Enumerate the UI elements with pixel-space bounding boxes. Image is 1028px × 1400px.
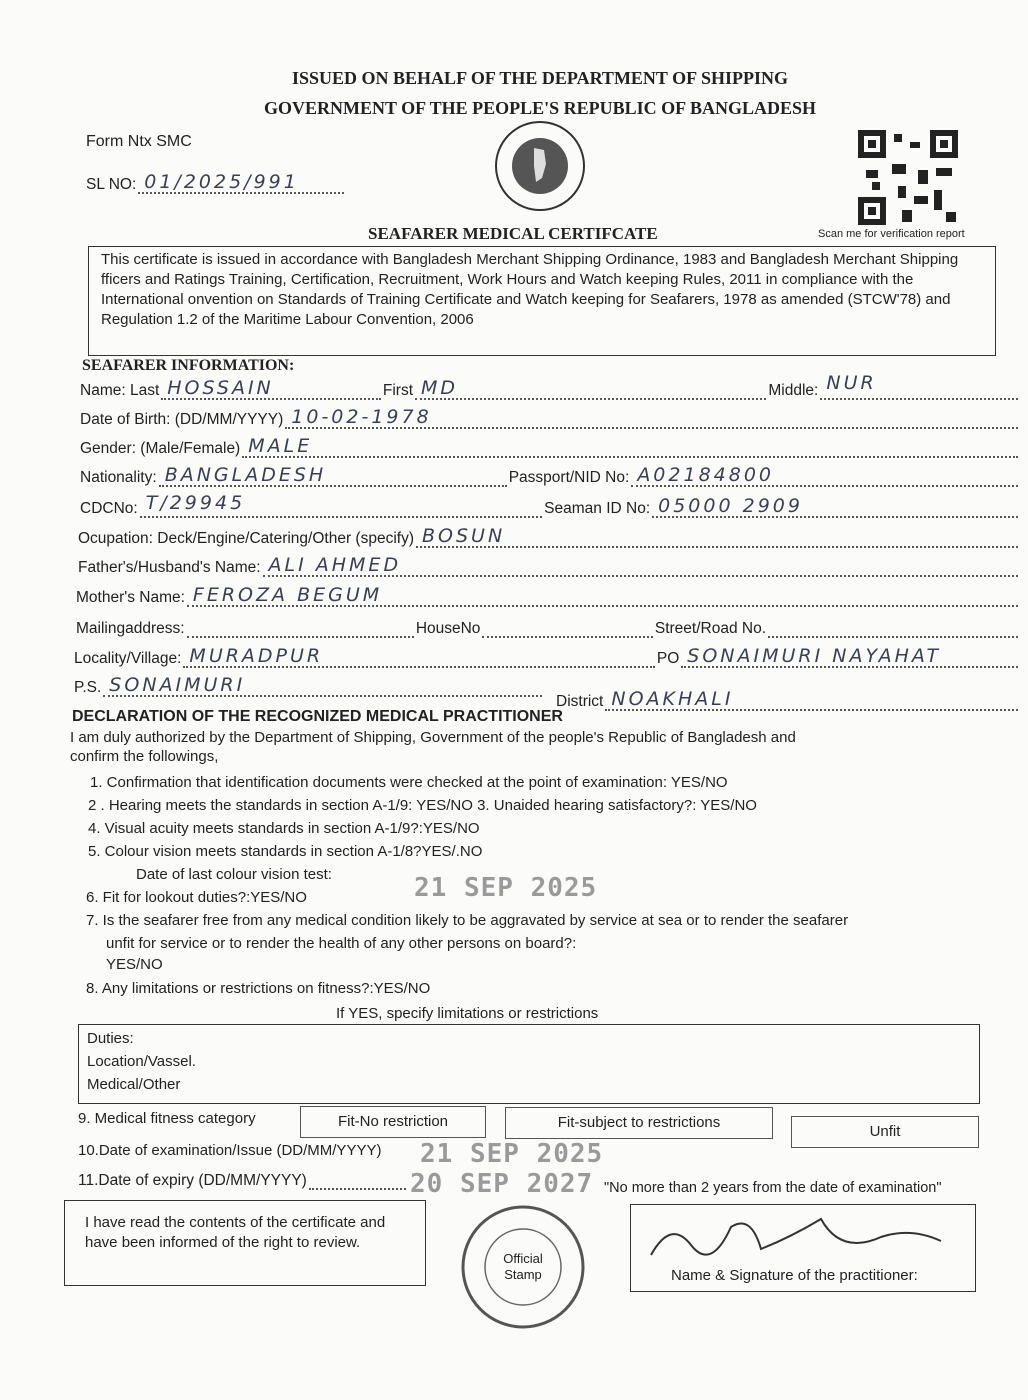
locality-label: Locality/Village: <box>74 650 182 667</box>
limitations-heading: If YES, specify limitations or restrictions <box>336 1005 599 1022</box>
declaration-item: 5. Colour vision meets standards in section A-1/8?YES/.NO <box>88 843 483 860</box>
sl-label: SL NO: <box>86 176 137 193</box>
declaration-item: 6. Fit for lookout duties?:YES/NO <box>86 889 307 906</box>
expiry-note: "No more than 2 years from the date of examination" <box>604 1180 942 1196</box>
form-code: Form Ntx SMC <box>86 133 192 150</box>
passport-label: Passport/NID No: <box>508 469 630 486</box>
middle-name-label: Middle: <box>768 382 819 399</box>
ps-label: P.S. <box>74 679 102 696</box>
house-no-field <box>482 618 652 638</box>
mother-name-field <box>187 584 1018 607</box>
nationality-label: Nationality: <box>80 469 157 486</box>
occupation-value: BOSUN <box>422 525 506 547</box>
father-name-field <box>263 554 1018 577</box>
intro-box <box>88 246 996 356</box>
government-seal-icon <box>490 118 590 214</box>
declaration-item: 7. Is the seafarer free from any medical condition likely to be aggravated by service at sea or to render the seafarer <box>86 912 849 929</box>
po-label: PO <box>656 650 680 667</box>
acknowledgement-text: I have read the contents of the certificate and have been informed of the right to review. <box>85 1214 386 1251</box>
first-name-value: MD <box>421 377 459 399</box>
first-name-label: First <box>382 382 414 399</box>
gender-field <box>242 435 1018 458</box>
street-label: Street/Road No. <box>654 620 767 637</box>
category-unfit: Unfit <box>791 1116 979 1148</box>
seaman-id-field <box>652 495 1018 518</box>
occupation-field <box>416 525 1018 548</box>
passport-value: A02184800 <box>637 464 775 486</box>
cdc-field <box>140 492 542 518</box>
certificate-title: SEAFARER MEDICAL CERTIFCATE <box>368 224 658 243</box>
locality-value: MURADPUR <box>189 645 324 667</box>
expiry-date-stamp: 20 SEP 2027 <box>410 1169 594 1199</box>
declaration-intro-2: confirm the followings, <box>70 748 219 765</box>
expiry-field <box>309 1170 406 1190</box>
last-name-field <box>161 377 381 400</box>
cdc-value: T/29945 <box>145 492 246 514</box>
middle-name-value: NUR <box>826 372 877 394</box>
limitations-box <box>78 1024 980 1104</box>
declaration-item: 8. Any limitations or restrictions on fitness?:YES/NO <box>86 980 431 997</box>
limit-location: Location/Vassel. <box>87 1053 196 1070</box>
qr-code-icon <box>858 130 958 225</box>
header-line2: GOVERNMENT OF THE PEOPLE'S REPUBLIC OF BANGLADESH <box>263 98 817 118</box>
sl-value: 01/2025/991 <box>144 171 299 193</box>
district-label: District <box>556 693 604 710</box>
passport-field <box>631 464 1018 487</box>
district-value: NOAKHALI <box>611 688 734 710</box>
acknowledgement-box <box>64 1200 426 1286</box>
father-name-label: Father's/Husband's Name: <box>78 559 261 576</box>
nationality-field <box>159 464 507 487</box>
ps-field <box>103 674 542 697</box>
exam-date-label: 10.Date of examination/Issue (DD/MM/YYYY) <box>78 1142 382 1159</box>
mother-name-label: Mother's Name: <box>76 589 185 606</box>
po-field <box>681 645 1018 668</box>
declaration-heading: DECLARATION OF THE RECOGNIZED MEDICAL PRACTITIONER <box>72 708 563 725</box>
fitness-category-label: 9. Medical fitness category <box>78 1110 256 1127</box>
expiry-label: 11.Date of expiry (DD/MM/YYYY) <box>78 1172 307 1189</box>
declaration-item: YES/NO <box>106 956 163 973</box>
dob-label: Date of Birth: (DD/MM/YYYY) <box>80 411 284 428</box>
practitioner-box <box>630 1204 976 1292</box>
street-field <box>768 618 1018 638</box>
dob-field <box>285 406 1018 429</box>
po-value: SONAIMURI NAYAHAT <box>687 645 942 667</box>
dob-value: 10-02-1978 <box>291 406 432 428</box>
mailing-address-label: Mailingaddress: <box>76 620 185 637</box>
seaman-id-label: Seaman ID No: <box>544 500 651 517</box>
first-name-field <box>415 377 766 400</box>
last-name-label: Name: Last <box>80 382 160 399</box>
ps-value: SONAIMURI <box>109 674 246 696</box>
occupation-label: Ocupation: Deck/Engine/Catering/Other (specify) <box>78 530 414 547</box>
house-no-label: HouseNo <box>415 620 481 637</box>
declaration-item: 1. Confirmation that identification documents were checked at the point of examination: YES/NO <box>90 774 728 791</box>
seaman-id-value: 05000 2909 <box>658 495 803 517</box>
header-line1: ISSUED ON BEHALF OF THE DEPARTMENT OF SHIPPING <box>292 68 788 88</box>
middle-name-field <box>820 372 1018 400</box>
vision-test-date-stamp: 21 SEP 2025 <box>414 873 598 903</box>
gender-value: MALE <box>248 435 313 457</box>
category-fit-subject-restrictions: Fit-subject to restrictions <box>505 1107 773 1139</box>
nationality-value: BANGLADESH <box>164 464 327 486</box>
mailing-address-field <box>187 618 414 638</box>
qr-caption: Scan me for verification report <box>818 228 965 240</box>
declaration-item: unfit for service or to render the health of any other persons on board?: <box>106 935 577 952</box>
locality-field <box>183 645 654 668</box>
exam-date-stamp: 21 SEP 2025 <box>420 1139 604 1169</box>
practitioner-label: Name & Signature of the practitioner: <box>671 1267 918 1284</box>
declaration-item: 2 . Hearing meets the standards in section A-1/9: YES/NO 3. Unaided hearing satisfactory?: YES/NO <box>88 797 757 814</box>
category-fit-no-restriction: Fit-No restriction <box>300 1106 486 1138</box>
declaration-item: Date of last colour vision test: <box>136 866 332 883</box>
declaration-item: 4. Visual acuity meets standards in section A-1/9?:YES/NO <box>88 820 480 837</box>
gender-label: Gender: (Male/Female) <box>80 440 241 457</box>
cdc-label: CDCNo: <box>80 500 138 517</box>
mother-name-value: FEROZA BEGUM <box>192 584 383 606</box>
district-field <box>605 688 1018 711</box>
info-heading: SEAFARER INFORMATION: <box>82 357 295 374</box>
limit-medical: Medical/Other <box>87 1076 181 1093</box>
father-name-value: ALI AHMED <box>268 554 402 576</box>
official-stamp-label: Official Stamp <box>503 1251 543 1282</box>
declaration-intro-1: I am duly authorized by the Department of Shipping, Government of the people's Republic of Bangladesh and <box>70 729 796 746</box>
sl-field <box>138 171 344 194</box>
practitioner-signature-icon <box>641 1209 961 1263</box>
intro-text: This certificate is issued in accordance with Bangladesh Merchant Shipping Ordinance, 1983 and Bangladesh Merchant Shipping fficers and Ratings Training, Certification, Recruitment, Work Hours and Watch keeping Rules, 2011 in compliance with the International onvention on Standards of Training Certificate and Watch keeping for Seafarers, 1978 as amended (STCW'78) and Regulation 1.2 of the Maritime Labour Convention, 2006 <box>101 251 959 328</box>
limit-duties: Duties: <box>87 1030 134 1047</box>
last-name-value: HOSSAIN <box>167 377 274 399</box>
